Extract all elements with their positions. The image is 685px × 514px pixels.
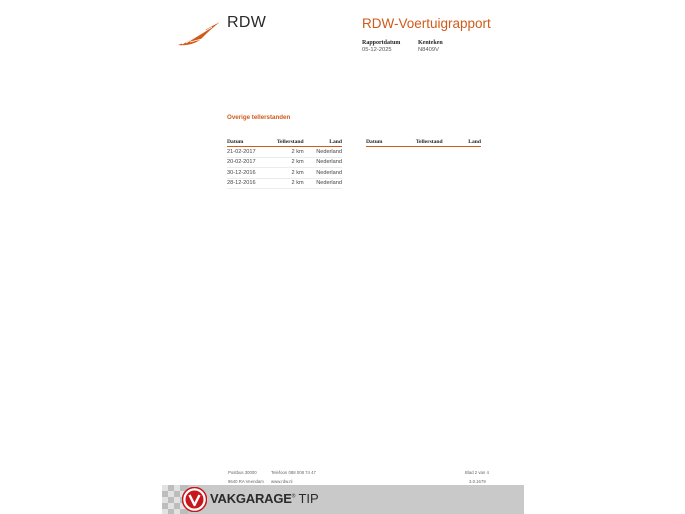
cell-tellerstand: 2 km xyxy=(261,157,303,168)
col-header-land: Land xyxy=(443,138,481,147)
report-date-label: Rapportdatum xyxy=(362,40,401,46)
odometer-table-right xyxy=(366,138,481,147)
col-header-tellerstand: Tellerstand xyxy=(261,138,303,147)
rdw-logo-icon xyxy=(176,20,222,48)
footer-version: 3.0.1679 xyxy=(469,479,486,484)
col-header-datum: Datum xyxy=(227,138,261,147)
footer-telefoon: Telefoon 088 008 74 47 xyxy=(271,470,316,475)
vakgarage-brand-suffix: TIP xyxy=(298,491,319,506)
cell-land: Nederland xyxy=(304,157,342,168)
cell-datum: 20-02-2017 xyxy=(227,157,261,168)
col-header-datum: Datum xyxy=(366,138,400,147)
table-row xyxy=(227,178,342,189)
table-header-row xyxy=(366,138,481,147)
vakgarage-brand-text xyxy=(210,491,319,506)
section-title: Overige tellerstanden xyxy=(227,114,291,121)
col-header-land: Land xyxy=(304,138,342,147)
table-row xyxy=(227,168,342,179)
vakgarage-banner xyxy=(162,485,524,514)
cell-tellerstand: 2 km xyxy=(261,168,303,179)
cell-land: Nederland xyxy=(304,147,342,158)
footer-postbus: Postbus 30000 xyxy=(228,470,257,475)
footer-postcode: 9640 RA Veendam xyxy=(228,479,264,484)
cell-tellerstand: 2 km xyxy=(261,147,303,158)
report-title: RDW-Voertuigrapport xyxy=(362,16,491,31)
cell-datum: 30-12-2016 xyxy=(227,168,261,179)
table-row xyxy=(227,147,342,158)
vakgarage-brand-bold: VAKGARAGE xyxy=(210,491,292,506)
registered-mark: ® xyxy=(291,493,296,500)
table-row xyxy=(227,157,342,168)
cell-land: Nederland xyxy=(304,168,342,179)
col-header-tellerstand: Tellerstand xyxy=(400,138,442,147)
cell-land: Nederland xyxy=(304,178,342,189)
brand-name: RDW xyxy=(227,14,267,31)
plate-value: N8409V xyxy=(418,47,439,53)
table-header-row xyxy=(227,138,342,147)
footer-page-number: Blad 2 van 4 xyxy=(465,470,489,475)
cell-datum: 28-12-2016 xyxy=(227,178,261,189)
cell-datum: 21-02-2017 xyxy=(227,147,261,158)
cell-tellerstand: 2 km xyxy=(261,178,303,189)
vakgarage-badge-icon xyxy=(182,487,207,512)
plate-label: Kenteken xyxy=(418,40,443,46)
report-date-value: 05-12-2025 xyxy=(362,47,392,53)
footer-website: www.rdw.nl xyxy=(271,479,293,484)
odometer-table-left xyxy=(227,138,342,189)
